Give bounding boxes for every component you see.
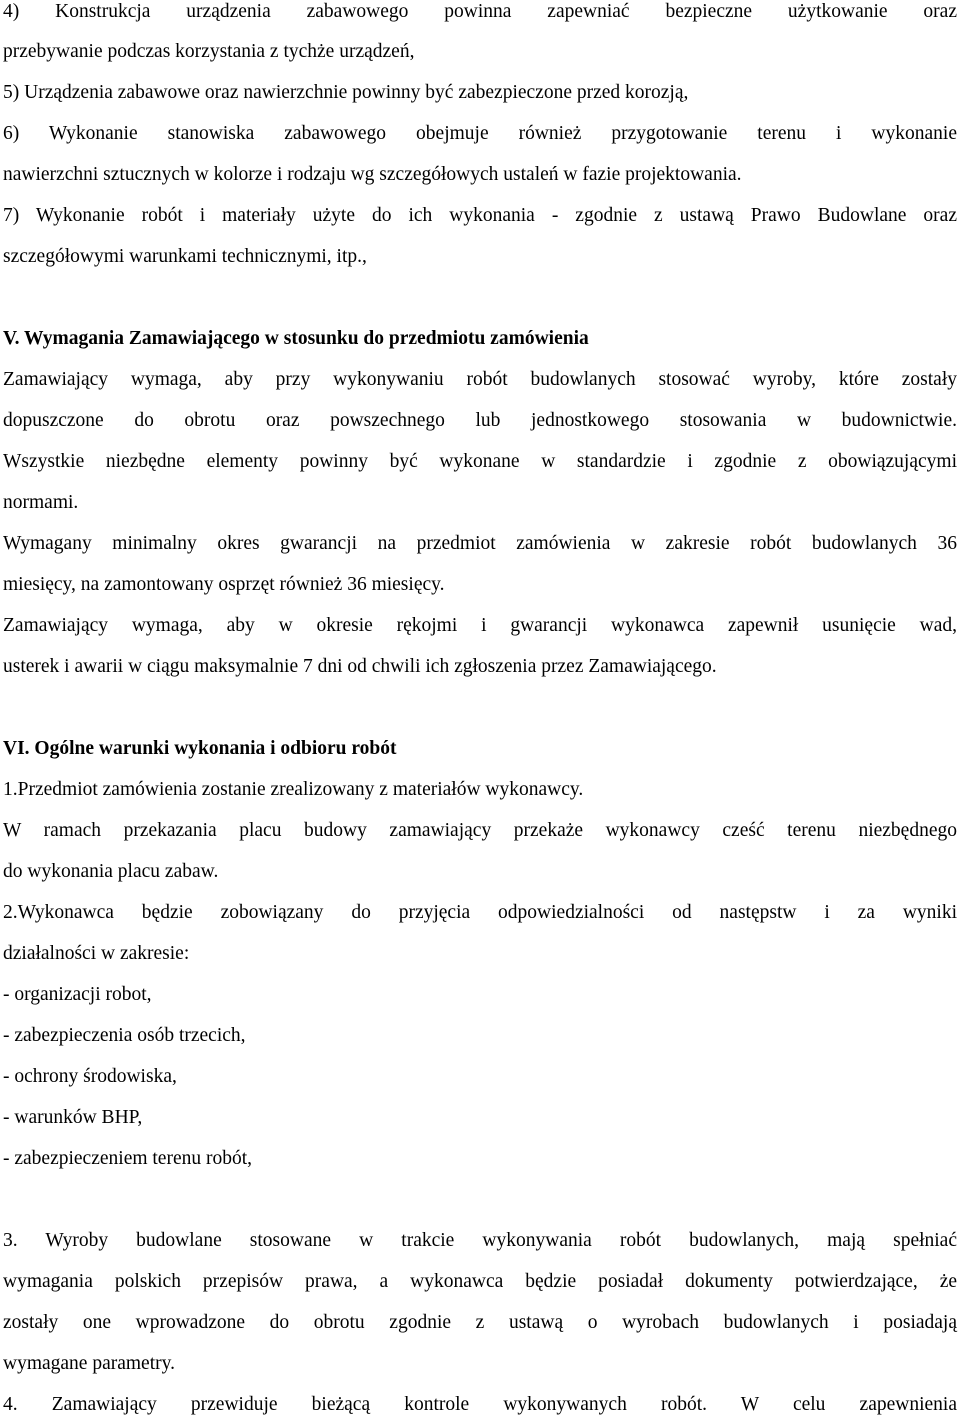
paragraph-line: dopuszczone do obrotu oraz powszechnego lub jednostkowego stosowania w budownictwie. <box>3 410 957 431</box>
paragraph-line: 7) Wykonanie robót i materiały użyte do ich wykonania - zgodnie z ustawą Prawo Budowlane oraz <box>3 205 957 226</box>
paragraph-line: działalności w zakresie: <box>3 943 190 964</box>
section-heading: VI. Ogólne warunki wykonania i odbioru robót <box>3 738 397 759</box>
paragraph-line: nawierzchni sztucznych w kolorze i rodzaju wg szczegółowych ustaleń w fazie projektowania. <box>3 164 742 185</box>
paragraph-line: miesięcy, na zamontowany osprzęt również 36 miesięcy. <box>3 574 445 595</box>
paragraph-line: Wszystkie niezbędne elementy powinny być wykonane w standardzie i zgodnie z obowiązującymi <box>3 451 957 472</box>
paragraph-line: zostały one wprowadzone do obrotu zgodnie z ustawą o wyrobach budowlanych i posiadają <box>3 1312 957 1333</box>
paragraph-line: Zamawiający wymaga, aby przy wykonywaniu robót budowlanych stosować wyroby, które zostały <box>3 369 957 390</box>
paragraph-line: przebywanie podczas korzystania z tychże urządzeń, <box>3 41 415 62</box>
paragraph-line: Wymagany minimalny okres gwarancji na przedmiot zamówienia w zakresie robót budowlanych 36 <box>3 533 957 554</box>
paragraph-line: 3. Wyroby budowlane stosowane w trakcie wykonywania robót budowlanych, mają spełniać <box>3 1230 957 1251</box>
section-heading: V. Wymagania Zamawiającego w stosunku do przedmiotu zamówienia <box>3 328 589 349</box>
paragraph-line: szczegółowymi warunkami technicznymi, itp., <box>3 246 367 267</box>
list-item: - zabezpieczeniem terenu robót, <box>3 1148 253 1169</box>
paragraph-line: do wykonania placu zabaw. <box>3 861 219 882</box>
list-item: - warunków BHP, <box>3 1107 143 1128</box>
paragraph-line: 5) Urządzenia zabawowe oraz nawierzchnie powinny być zabezpieczone przed korozją, <box>3 82 689 103</box>
paragraph-line: normami. <box>3 492 79 513</box>
paragraph-line: 4) Konstrukcja urządzenia zabawowego powinna zapewniać bezpieczne użytkowanie oraz <box>3 1 957 22</box>
paragraph-line: 6) Wykonanie stanowiska zabawowego obejmuje również przygotowanie terenu i wykonanie <box>3 123 957 144</box>
list-item: - organizacji robot, <box>3 984 152 1005</box>
paragraph-line: 1.Przedmiot zamówienia zostanie zrealizowany z materiałów wykonawcy. <box>3 779 584 800</box>
paragraph-line: W ramach przekazania placu budowy zamawiający przekaże wykonawcy cześć terenu niezbędnego <box>3 820 957 841</box>
paragraph-line: 2.Wykonawca będzie zobowiązany do przyjęcia odpowiedzialności od następstw i za wyniki <box>3 902 957 923</box>
list-item: - zabezpieczenia osób trzecich, <box>3 1025 246 1046</box>
paragraph-line: usterek i awarii w ciągu maksymalnie 7 dni od chwili ich zgłoszenia przez Zamawiającego. <box>3 656 717 677</box>
paragraph-line: wymagania polskich przepisów prawa, a wykonawca będzie posiadał dokumenty potwierdzające, że <box>3 1271 957 1292</box>
paragraph-line: 4. Zamawiający przewiduje bieżącą kontrole wykonywanych robót. W celu zapewnienia <box>3 1394 957 1415</box>
paragraph-line: Zamawiający wymaga, aby w okresie rękojmi i gwarancji wykonawca zapewnił usunięcie wad, <box>3 615 957 636</box>
list-item: - ochrony środowiska, <box>3 1066 177 1087</box>
paragraph-line: wymagane parametry. <box>3 1353 175 1374</box>
